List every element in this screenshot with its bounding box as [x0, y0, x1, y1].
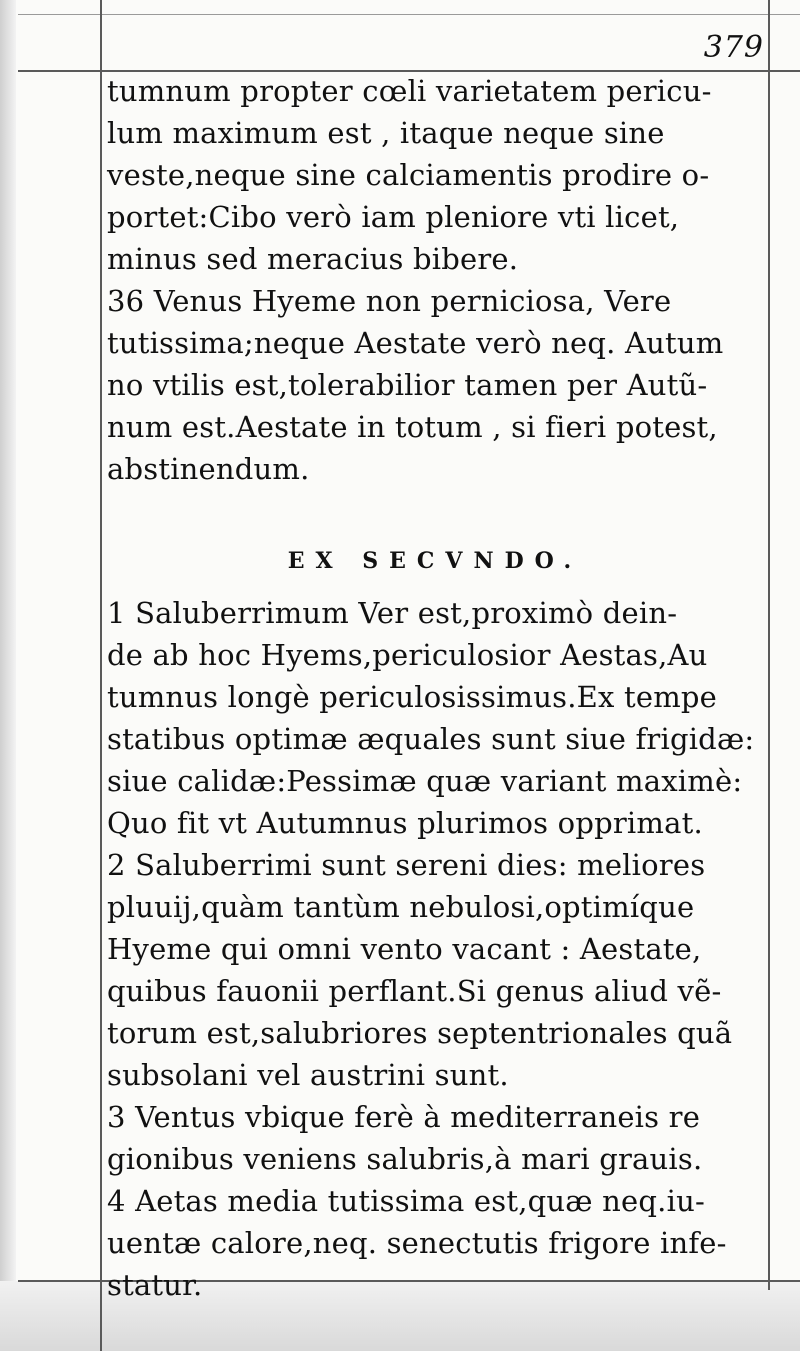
frame-rule-right [768, 0, 770, 1290]
text-line: statur. [107, 1268, 203, 1302]
text-line: tutissima;neque Aestate verò neq. Autum [107, 326, 724, 360]
text-line: pluuij,quàm tantùm nebulosi,optimíque [107, 890, 695, 924]
text-line: veste,neque sine calciamentis prodire o- [107, 158, 710, 192]
text-block [107, 70, 763, 1306]
text-line: Hyeme qui omni vento vacant : Aestate, [107, 932, 702, 966]
text-line: gionibus veniens salubris,à mari grauis. [107, 1142, 703, 1176]
page-number: 379 [703, 30, 764, 65]
text-line: quibus fauonii perflant.Si genus aliud vẽ- [107, 974, 722, 1008]
text-line: statibus optimæ æquales sunt siue frigidæ: [107, 722, 755, 756]
text-line: siue calidæ:Pessimæ quæ variant maximè: [107, 764, 743, 798]
text-line: subsolani vel austrini sunt. [107, 1058, 509, 1092]
text-line: portet:Cibo verò iam pleniore vti licet, [107, 200, 680, 234]
scan-edge-left [0, 0, 16, 1351]
text-line: no vtilis est,tolerabilior tamen per Autũ- [107, 368, 708, 402]
text-line: 1 Saluberrimum Ver est,proximò dein- [107, 596, 678, 630]
text-line: num est.Aestate in totum , si fieri potest, [107, 410, 718, 444]
text-line: minus sed meracius bibere. [107, 242, 519, 276]
frame-rule-left [100, 0, 102, 1351]
text-line: abstinendum. [107, 452, 310, 486]
frame-rule-top-outer [18, 14, 800, 15]
text-line: lum maximum est , itaque neque sine [107, 116, 665, 150]
text-line: 3 Ventus vbique ferè à mediterraneis re [107, 1100, 701, 1134]
text-line: tumnus longè periculosissimus.Ex tempe [107, 680, 718, 714]
text-line: 36 Venus Hyeme non perniciosa, Vere [107, 284, 672, 318]
text-line: uentæ calore,neq. senectutis frigore infe- [107, 1226, 727, 1260]
text-line: de ab hoc Hyems,periculosior Aestas,Au [107, 638, 708, 672]
text-line: tumnum propter cœli varietatem pericu- [107, 74, 712, 108]
text-line: Quo fit vt Autumnus plurimos opprimat. [107, 806, 703, 840]
text-line: 4 Aetas media tutissima est,quæ neq.iu- [107, 1184, 705, 1218]
text-line: torum est,salubriores septentrionales quã [107, 1016, 733, 1050]
section-heading: EX SECVNDO. [287, 548, 583, 574]
text-line: 2 Saluberrimi sunt sereni dies: meliores [107, 848, 706, 882]
